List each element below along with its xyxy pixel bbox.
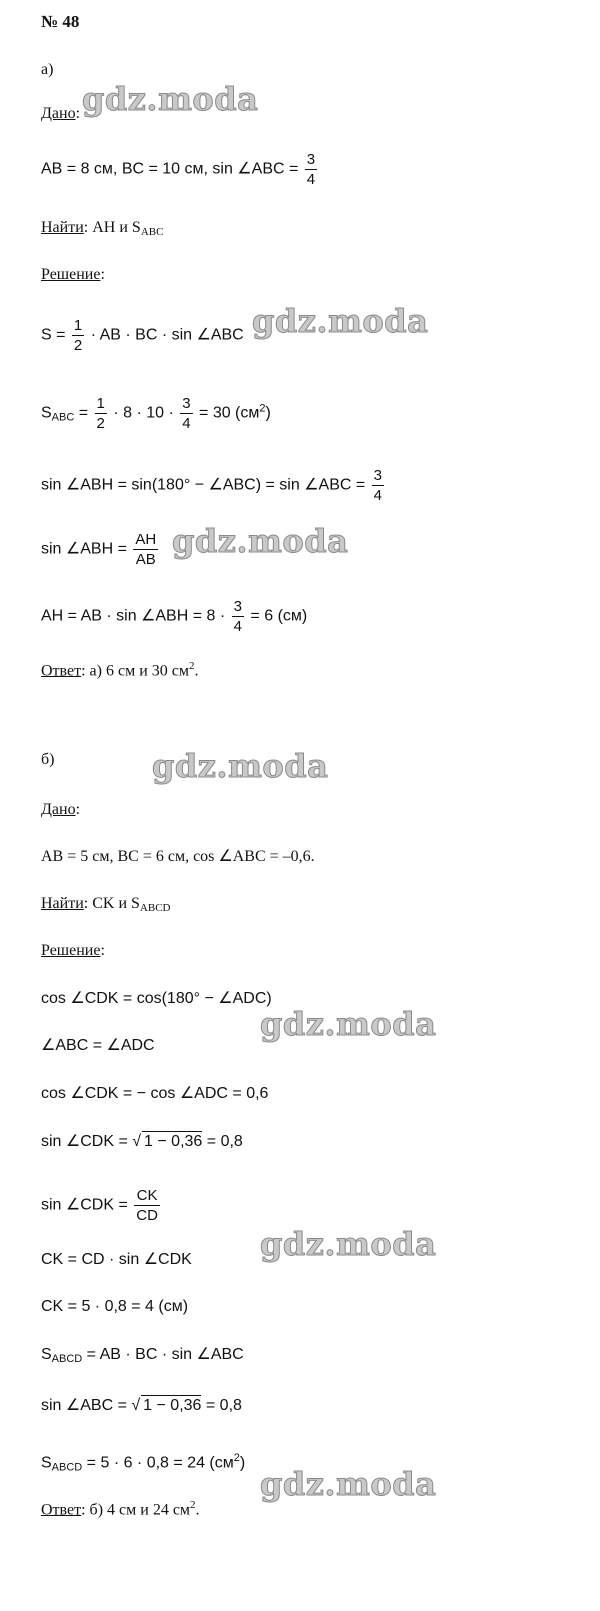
- part-a-given: AB = 8 см, BC = 10 см, sin ∠ABC = $\frac{3}{4}$: [41, 151, 316, 188]
- part-b-sin-ratio: sin ∠CDK = $\frac{CK}{CD}$: [41, 1187, 158, 1224]
- watermark: gdz.moda: [152, 747, 329, 785]
- part-b-find: Найти: CK и $S_{ABCD}$: [41, 895, 171, 914]
- part-b-cos-val: cos ∠CDK = − cos ∠ADC = 0,6: [41, 1085, 269, 1102]
- part-b-answer: Ответ: б) 4 см и 24 $см^2$.: [41, 1499, 200, 1519]
- part-a-area-calc: $S_{ABC}$ = $\frac{1}{2}$ · 8 · 10 · $\frac{3}{4}$ = 30 $(см^2)$: [41, 395, 271, 432]
- part-b-solution-heading: Решение:: [41, 942, 105, 959]
- part-b-given: AB = 5 см, BC = 6 см, cos ∠ABC = –0,6.: [41, 848, 315, 865]
- part-b-cos-cdk: cos ∠CDK = cos(180° − ∠ADC): [41, 990, 272, 1007]
- watermark: gdz.moda: [260, 1225, 437, 1263]
- part-a-sin-ratio: sin ∠ABH = $\frac{AH}{AB}$: [41, 531, 157, 568]
- part-a-solution-heading: Решение:: [41, 266, 105, 283]
- part-b-angle-eq: ∠ABC = ∠ADC: [41, 1037, 155, 1054]
- part-a-ah-calc: AH = AB · sin ∠ABH = 8 · $\frac{3}{4}$ = 6 (см): [41, 598, 308, 635]
- watermark: gdz.moda: [260, 1465, 437, 1503]
- part-a-label: а): [41, 61, 54, 78]
- part-a-area-formula: S = $\frac{1}{2}$ · AB · BC · sin ∠ABC: [41, 317, 244, 354]
- part-b-ck-formula: CK = CD · sin ∠CDK: [41, 1251, 192, 1268]
- part-b-area-formula: $S_{ABCD}$ = AB · BC · sin ∠ABC: [41, 1346, 244, 1365]
- part-b-sin-abc: sin ∠ABC = √ 1 − 0,36 = 0,8: [41, 1397, 242, 1414]
- part-a-given-heading: Дано:: [41, 105, 81, 122]
- watermark: gdz.moda: [260, 1005, 437, 1043]
- watermark: gdz.moda: [252, 302, 429, 340]
- part-a-answer: Ответ: а) 6 см и 30 $см^2$.: [41, 660, 199, 680]
- part-b-sin-cdk: sin ∠CDK = √ 1 − 0,36 = 0,8: [41, 1133, 243, 1150]
- watermark: gdz.moda: [82, 80, 259, 118]
- part-a-sin-abh: sin ∠ABH = sin(180° − ∠ABC) = sin ∠ABC = $\frac{3}{4}$: [41, 467, 383, 504]
- part-b-given-heading: Дано:: [41, 801, 81, 818]
- part-b-ck-calc: CK = 5 · 0,8 = 4 (см): [41, 1298, 189, 1315]
- part-a-find: Найти: AH и $S_{ABC}$: [41, 219, 164, 238]
- watermark: gdz.moda: [172, 522, 349, 560]
- part-b-area-calc: $S_{ABCD} = 5 \cdot 6 \cdot 0,8 = 24$ $(см^2)$: [41, 1452, 246, 1474]
- problem-title: № 48: [41, 12, 80, 31]
- part-b-label: б): [41, 751, 55, 768]
